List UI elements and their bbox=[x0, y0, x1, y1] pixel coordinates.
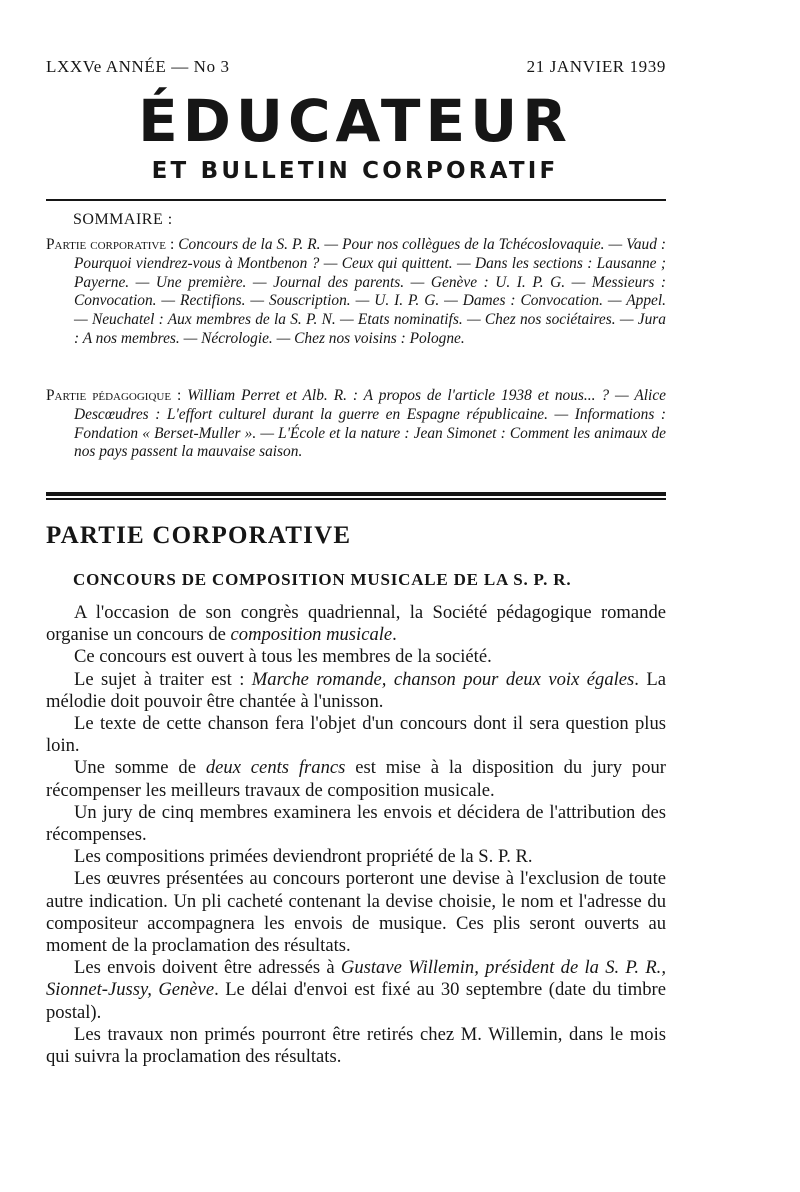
paragraph: Le texte de cette chanson fera l'objet d'un concours dont il sera question plus loin. bbox=[46, 713, 666, 757]
section-title: PARTIE CORPORATIVE bbox=[46, 522, 352, 549]
sommaire-corporative bbox=[46, 236, 666, 349]
paragraph: Une somme de deux cents francs est mise à la disposition du jury pour récompenser les meilleurs travaux de composition musicale. bbox=[46, 757, 666, 801]
article-body bbox=[46, 602, 666, 1068]
paragraph: Le sujet à traiter est : Marche romande, chanson pour deux voix égales. La mélodie doit pouvoir être chantée à l'unisson. bbox=[46, 668, 666, 712]
sommaire-heading: SOMMAIRE : bbox=[73, 211, 173, 228]
paragraph: Les travaux non primés pourront être retirés chez M. Willemin, dans le mois qui suivra la proclamation des résultats. bbox=[46, 1023, 666, 1068]
paragraph: Les œuvres présentées au concours porteront une devise à l'exclusion de toute autre indication. Un pli cacheté contenant la devise choisie, le nom et l'adresse du compositeur accompagnera les envois de musique. Ces plis seront ouverts au moment de la proclamation des résultats. bbox=[46, 868, 666, 957]
paragraph: Ce concours est ouvert à tous les membres de la société. bbox=[74, 646, 492, 668]
issue-date: 21 JANVIER 1939 bbox=[526, 57, 666, 76]
separator-rule-thick bbox=[46, 492, 666, 496]
paragraph: Les envois doivent être adressés à Gustave Willemin, président de la S. P. R., Sionnet-Jussy, Genève. Le délai d'envoi est fixé au 30 septembre (date du timbre postal). bbox=[46, 957, 667, 1023]
sommaire-pedagogique-label: Partie pédagogique : bbox=[46, 387, 182, 404]
paragraph: Un jury de cinq membres examinera les envois et décidera de l'attribution des récompenses. bbox=[46, 801, 666, 846]
sommaire-corporative-text: Concours de la S. P. R. — Pour nos collègues de la Tchécoslovaquie. — Vaud : Pourquoi viendrez-vous à Montbenon ? — Ceux qui quittent. — Dans les sections : Lausanne ; Payerne. — Une première. — Journal des parents. — Genève : U. I. P. G. — Messieurs : Convocation. — Rectifions. — Souscription. — U. I. P. G. — Dames : Convocation. — Appel. — Neuchatel : Aux membres de la S. P. N. — Etats nominatifs. — Chez nos sociétaires. — Jura : A nos membres. — Nécrologie. — Chez nos voisins : Pologne. bbox=[74, 236, 666, 347]
sommaire-corporative-label: Partie corporative : bbox=[46, 236, 175, 253]
paragraph: A l'occasion de son congrès quadriennal, la Société pédagogique romande organise un concours de composition musicale. bbox=[46, 602, 666, 646]
issue-number: LXXVe ANNÉE — No 3 bbox=[46, 57, 230, 76]
article-title: CONCOURS DE COMPOSITION MUSICALE DE LA S. P. R. bbox=[73, 570, 572, 589]
sommaire-pedagogique-text: William Perret et Alb. R. : A propos de l'article 1938 et nous... ? — Alice Descœudres : L'effort culturel durant la guerre en Espagne républicaine. — Informations : Fondation « Berset-Muller ». — L'École et la nature : Jean Simonet : Comment les animaux de nos pays passent la mauvaise saison. bbox=[74, 387, 666, 461]
sommaire-pedagogique bbox=[46, 387, 666, 462]
separator-rule-thin bbox=[46, 498, 666, 500]
masthead-subtitle: ET BULLETIN CORPORATIF bbox=[151, 158, 559, 184]
masthead-title: ÉDUCATEUR bbox=[138, 87, 572, 155]
header-rule bbox=[46, 199, 666, 201]
paragraph: Les compositions primées deviendront propriété de la S. P. R. bbox=[74, 846, 533, 868]
